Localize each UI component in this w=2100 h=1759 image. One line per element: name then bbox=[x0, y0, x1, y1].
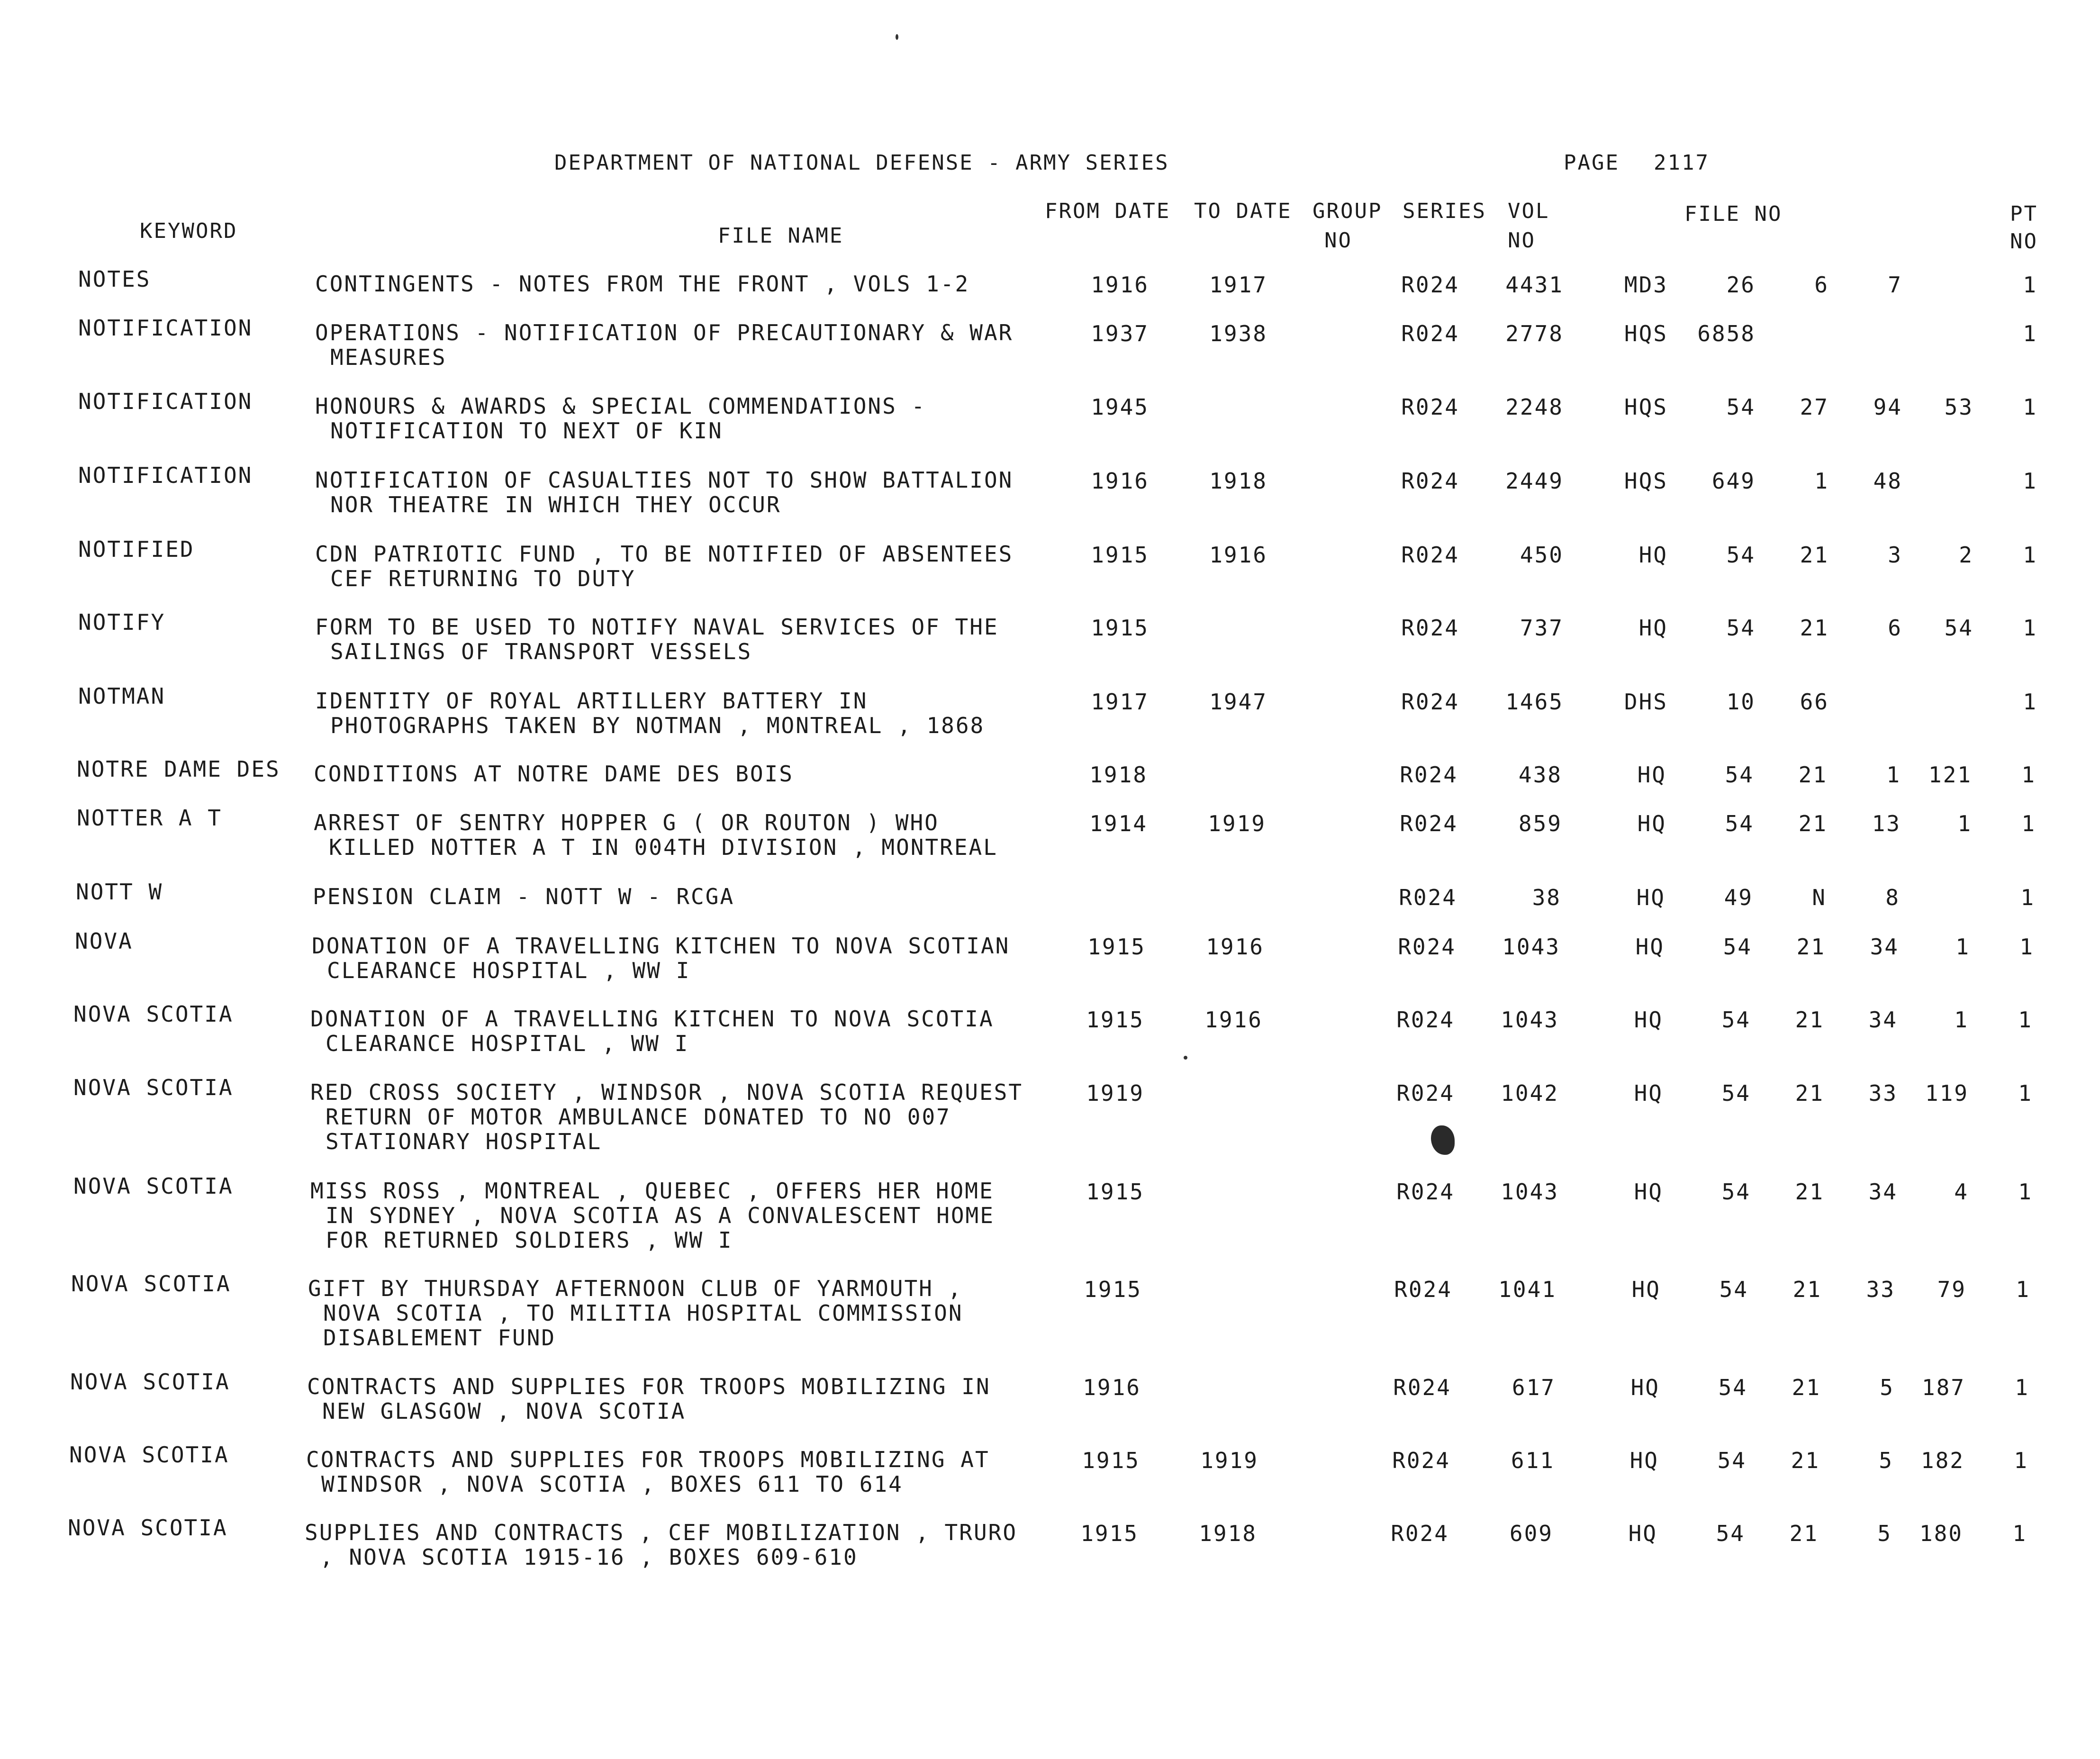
file-name-cell: RED CROSS SOCIETY , WINDSOR , NOVA SCOTIA REQUEST bbox=[310, 1079, 1023, 1105]
file-no-prefix-cell: HQ bbox=[1628, 1521, 1657, 1546]
column-header-group: GROUP bbox=[1312, 199, 1383, 223]
file-no-2-cell: 21 bbox=[1795, 1080, 1824, 1106]
file-no-prefix-cell: HQ bbox=[1629, 1448, 1659, 1473]
from-date-cell: 1915 bbox=[1087, 934, 1146, 960]
keyword-cell: NOVA SCOTIA bbox=[71, 1271, 231, 1297]
pt-no-cell: 1 bbox=[2023, 321, 2037, 346]
file-name-cell: CONTRACTS AND SUPPLIES FOR TROOPS MOBILIZING AT bbox=[306, 1447, 990, 1472]
file-no-1-cell: 49 bbox=[1724, 885, 1753, 910]
from-date-cell: 1915 bbox=[1084, 1277, 1142, 1302]
file-no-2-cell: 27 bbox=[1800, 394, 1829, 420]
from-date-cell: 1916 bbox=[1083, 1375, 1141, 1400]
file-name-continuation: RETURN OF MOTOR AMBULANCE DONATED TO NO 007 bbox=[326, 1104, 951, 1130]
keyword-cell: NOVA SCOTIA bbox=[73, 1075, 234, 1100]
scan-blot bbox=[1431, 1125, 1455, 1155]
pt-no-cell: 1 bbox=[2023, 468, 2037, 494]
file-no-2-cell: 21 bbox=[1798, 811, 1828, 836]
file-no-1-cell: 54 bbox=[1726, 615, 1756, 641]
from-date-cell: 1916 bbox=[1091, 468, 1149, 494]
keyword-cell: NOTT W bbox=[76, 879, 163, 905]
file-no-prefix-cell: DHS bbox=[1624, 689, 1668, 715]
file-name-continuation: PHOTOGRAPHS TAKEN BY NOTMAN , MONTREAL , 1868 bbox=[330, 713, 985, 738]
vol-no-cell: 1043 bbox=[1501, 1179, 1559, 1205]
file-name-cell: CONTINGENTS - NOTES FROM THE FRONT , VOLS 1-2 bbox=[315, 271, 970, 297]
series-cell: R024 bbox=[1392, 1448, 1450, 1473]
file-no-prefix-cell: HQ bbox=[1636, 885, 1666, 910]
file-no-prefix-cell: HQ bbox=[1630, 1375, 1660, 1400]
file-name-cell: HONOURS & AWARDS & SPECIAL COMMENDATIONS - bbox=[315, 393, 926, 419]
from-date-cell: 1937 bbox=[1091, 321, 1149, 346]
file-no-1-cell: 54 bbox=[1718, 1375, 1747, 1400]
file-no-3-cell: 34 bbox=[1870, 934, 1899, 960]
pt-no-cell: 1 bbox=[2018, 1179, 2033, 1205]
file-no-prefix-cell: MD3 bbox=[1624, 272, 1668, 298]
file-name-cell: DONATION OF A TRAVELLING KITCHEN TO NOVA SCOTIAN bbox=[312, 933, 1010, 959]
from-date-cell: 1915 bbox=[1091, 542, 1149, 568]
from-date-cell: 1915 bbox=[1091, 615, 1149, 641]
file-name-cell: GIFT BY THURSDAY AFTERNOON CLUB OF YARMOUTH , bbox=[308, 1276, 963, 1301]
vol-no-cell: 450 bbox=[1520, 542, 1564, 568]
from-date-cell: 1917 bbox=[1091, 689, 1149, 715]
to-date-cell: 1947 bbox=[1209, 689, 1267, 715]
file-no-4-cell: 187 bbox=[1921, 1375, 1965, 1400]
to-date-cell: 1917 bbox=[1209, 272, 1267, 298]
from-date-cell: 1915 bbox=[1080, 1521, 1139, 1546]
file-no-prefix-cell: HQ bbox=[1635, 934, 1665, 960]
column-header-keyword: KEYWORD bbox=[140, 219, 238, 243]
file-name-continuation: WINDSOR , NOVA SCOTIA , BOXES 611 TO 614 bbox=[321, 1471, 903, 1497]
file-name-continuation: IN SYDNEY , NOVA SCOTIA AS A CONVALESCENT HOME bbox=[326, 1203, 995, 1228]
keyword-cell: NOTTER A T bbox=[77, 805, 222, 831]
series-cell: R024 bbox=[1396, 1179, 1455, 1205]
file-name-cell: MISS ROSS , MONTREAL , QUEBEC , OFFERS HER HOME bbox=[310, 1178, 994, 1204]
file-no-2-cell: 21 bbox=[1796, 934, 1826, 960]
series-cell: R024 bbox=[1398, 934, 1456, 960]
pt-no-cell: 1 bbox=[2019, 934, 2034, 960]
file-no-3-cell: 5 bbox=[1880, 1375, 1894, 1400]
file-no-3-cell: 94 bbox=[1873, 394, 1902, 420]
vol-no-cell: 1043 bbox=[1502, 934, 1560, 960]
column-header-file-no: FILE NO bbox=[1684, 202, 1783, 226]
file-name-continuation: STATIONARY HOSPITAL bbox=[326, 1129, 602, 1154]
keyword-cell: NOVA SCOTIA bbox=[73, 1001, 234, 1027]
file-no-1-cell: 54 bbox=[1725, 762, 1754, 788]
vol-no-cell: 859 bbox=[1518, 811, 1562, 836]
file-no-4-cell: 119 bbox=[1925, 1080, 1969, 1106]
file-no-prefix-cell: HQS bbox=[1624, 394, 1668, 420]
from-date-cell: 1915 bbox=[1086, 1179, 1144, 1205]
file-no-1-cell: 54 bbox=[1717, 1448, 1747, 1473]
series-cell: R024 bbox=[1399, 885, 1457, 910]
file-name-cell: FORM TO BE USED TO NOTIFY NAVAL SERVICES OF THE bbox=[315, 614, 999, 640]
file-name-cell: ARREST OF SENTRY HOPPER G ( OR ROUTON ) WHO bbox=[314, 810, 939, 835]
file-no-prefix-cell: HQ bbox=[1638, 542, 1668, 568]
series-cell: R024 bbox=[1396, 1007, 1455, 1033]
keyword-cell: NOTRE DAME DES bbox=[77, 756, 281, 782]
file-no-3-cell: 33 bbox=[1868, 1080, 1898, 1106]
file-no-prefix-cell: HQ bbox=[1634, 1007, 1663, 1033]
file-no-2-cell: 66 bbox=[1800, 689, 1829, 715]
series-cell: R024 bbox=[1391, 1521, 1449, 1546]
file-no-4-cell: 180 bbox=[1919, 1521, 1963, 1546]
vol-no-cell: 609 bbox=[1509, 1521, 1553, 1546]
vol-no-cell: 2778 bbox=[1505, 321, 1564, 346]
column-header-from-date: FROM DATE bbox=[1045, 199, 1171, 223]
file-no-3-cell: 8 bbox=[1885, 885, 1900, 910]
pt-no-cell: 1 bbox=[2012, 1521, 2027, 1546]
keyword-cell: NOVA bbox=[75, 928, 133, 954]
file-no-3-cell: 3 bbox=[1888, 542, 1902, 568]
from-date-cell: 1945 bbox=[1091, 394, 1149, 420]
file-no-prefix-cell: HQ bbox=[1634, 1179, 1663, 1205]
file-no-2-cell: N bbox=[1812, 885, 1827, 910]
pt-no-cell: 1 bbox=[2014, 1448, 2028, 1473]
from-date-cell: 1919 bbox=[1086, 1080, 1144, 1106]
file-no-3-cell: 6 bbox=[1888, 615, 1902, 641]
file-no-prefix-cell: HQ bbox=[1638, 615, 1668, 641]
file-name-continuation: FOR RETURNED SOLDIERS , WW I bbox=[326, 1227, 733, 1253]
file-no-2-cell: 1 bbox=[1814, 468, 1829, 494]
keyword-cell: NOVA SCOTIA bbox=[70, 1369, 230, 1395]
column-header-series: SERIES bbox=[1403, 199, 1486, 223]
file-name-continuation: , NOVA SCOTIA 1915-16 , BOXES 609-610 bbox=[320, 1544, 858, 1570]
file-no-1-cell: 54 bbox=[1721, 1080, 1751, 1106]
series-cell: R024 bbox=[1393, 1375, 1451, 1400]
to-date-cell: 1916 bbox=[1204, 1007, 1263, 1033]
keyword-cell: NOTIFY bbox=[78, 609, 166, 635]
vol-no-cell: 1041 bbox=[1498, 1277, 1557, 1302]
file-name-continuation: CEF RETURNING TO DUTY bbox=[330, 566, 636, 591]
file-name-continuation: NOR THEATRE IN WHICH THEY OCCUR bbox=[330, 492, 781, 517]
file-name-cell: CDN PATRIOTIC FUND , TO BE NOTIFIED OF ABSENTEES bbox=[315, 541, 1014, 567]
file-name-cell: PENSION CLAIM - NOTT W - RCGA bbox=[313, 884, 735, 909]
vol-no-cell: 4431 bbox=[1505, 272, 1564, 298]
from-date-cell: 1916 bbox=[1091, 272, 1149, 298]
file-no-4-cell: 2 bbox=[1959, 542, 1973, 568]
file-no-1-cell: 649 bbox=[1711, 468, 1756, 494]
pt-no-cell: 1 bbox=[2023, 272, 2037, 298]
to-date-cell: 1916 bbox=[1206, 934, 1264, 960]
pt-no-cell: 1 bbox=[2018, 1007, 2033, 1033]
series-cell: R024 bbox=[1401, 272, 1459, 298]
column-header-group-no: NO bbox=[1324, 228, 1352, 253]
pt-no-cell: 1 bbox=[2015, 1375, 2029, 1400]
keyword-cell: NOTIFICATION bbox=[78, 315, 253, 341]
keyword-cell: NOTMAN bbox=[78, 683, 166, 709]
file-no-1-cell: 54 bbox=[1726, 542, 1756, 568]
file-no-prefix-cell: HQ bbox=[1637, 762, 1666, 788]
pt-no-cell: 1 bbox=[2023, 615, 2037, 641]
file-no-3-cell: 34 bbox=[1868, 1179, 1898, 1205]
series-cell: R024 bbox=[1401, 542, 1459, 568]
file-no-prefix-cell: HQ bbox=[1631, 1277, 1661, 1302]
vol-no-cell: 737 bbox=[1520, 615, 1564, 641]
keyword-cell: NOVA SCOTIA bbox=[69, 1442, 229, 1468]
file-no-3-cell: 5 bbox=[1879, 1448, 1893, 1473]
file-name-cell: CONDITIONS AT NOTRE DAME DES BOIS bbox=[314, 761, 794, 787]
page-number: 2117 bbox=[1654, 151, 1710, 175]
vol-no-cell: 1042 bbox=[1501, 1080, 1559, 1106]
vol-no-cell: 2449 bbox=[1505, 468, 1564, 494]
column-header-pt-no: NO bbox=[2010, 229, 2038, 254]
vol-no-cell: 2248 bbox=[1505, 394, 1564, 420]
vol-no-cell: 38 bbox=[1532, 885, 1561, 910]
series-cell: R024 bbox=[1401, 615, 1459, 641]
file-name-continuation: MEASURES bbox=[330, 345, 447, 370]
file-no-1-cell: 54 bbox=[1725, 811, 1754, 836]
pt-no-cell: 1 bbox=[2021, 811, 2036, 836]
file-no-4-cell: 54 bbox=[1944, 615, 1973, 641]
scan-speck bbox=[896, 34, 898, 40]
keyword-cell: NOVA SCOTIA bbox=[73, 1173, 234, 1199]
pt-no-cell: 1 bbox=[2021, 762, 2036, 788]
series-cell: R024 bbox=[1401, 689, 1459, 715]
file-no-4-cell: 1 bbox=[1954, 1007, 1969, 1033]
keyword-cell: NOTES bbox=[78, 266, 151, 292]
file-no-1-cell: 54 bbox=[1726, 394, 1756, 420]
file-name-continuation: CLEARANCE HOSPITAL , WW I bbox=[327, 958, 691, 983]
file-name-cell: OPERATIONS - NOTIFICATION OF PRECAUTIONARY & WAR bbox=[315, 320, 1014, 345]
file-no-2-cell: 21 bbox=[1800, 615, 1829, 641]
file-no-1-cell: 54 bbox=[1716, 1521, 1745, 1546]
file-no-2-cell: 6 bbox=[1814, 272, 1829, 298]
file-no-4-cell: 121 bbox=[1928, 762, 1972, 788]
file-no-3-cell: 48 bbox=[1873, 468, 1902, 494]
to-date-cell: 1919 bbox=[1208, 811, 1266, 836]
file-no-prefix-cell: HQ bbox=[1637, 811, 1666, 836]
file-no-1-cell: 6858 bbox=[1697, 321, 1756, 346]
file-no-2-cell: 21 bbox=[1798, 762, 1828, 788]
file-no-1-cell: 54 bbox=[1721, 1007, 1751, 1033]
file-no-4-cell: 53 bbox=[1944, 394, 1973, 420]
file-name-continuation: CLEARANCE HOSPITAL , WW I bbox=[326, 1031, 689, 1056]
keyword-cell: NOVA SCOTIA bbox=[68, 1515, 228, 1541]
file-name-continuation: KILLED NOTTER A T IN 004TH DIVISION , MONTREAL bbox=[329, 834, 998, 860]
file-no-1-cell: 26 bbox=[1726, 272, 1756, 298]
file-no-2-cell: 21 bbox=[1792, 1375, 1821, 1400]
vol-no-cell: 611 bbox=[1511, 1448, 1555, 1473]
column-header-file-name: FILE NAME bbox=[718, 224, 844, 248]
file-no-3-cell: 1 bbox=[1886, 762, 1901, 788]
to-date-cell: 1919 bbox=[1200, 1448, 1258, 1473]
file-no-2-cell: 21 bbox=[1792, 1277, 1822, 1302]
pt-no-cell: 1 bbox=[2023, 689, 2037, 715]
pt-no-cell: 1 bbox=[2023, 394, 2037, 420]
file-name-cell: CONTRACTS AND SUPPLIES FOR TROOPS MOBILIZING IN bbox=[307, 1374, 991, 1399]
file-name-continuation: SAILINGS OF TRANSPORT VESSELS bbox=[330, 639, 752, 664]
vol-no-cell: 1465 bbox=[1505, 689, 1564, 715]
to-date-cell: 1918 bbox=[1209, 468, 1267, 494]
file-no-1-cell: 54 bbox=[1719, 1277, 1748, 1302]
pt-no-cell: 1 bbox=[2016, 1277, 2030, 1302]
column-header-vol: VOL bbox=[1508, 199, 1550, 223]
vol-no-cell: 1043 bbox=[1501, 1007, 1559, 1033]
from-date-cell: 1918 bbox=[1089, 762, 1148, 788]
to-date-cell: 1938 bbox=[1209, 321, 1267, 346]
series-cell: R024 bbox=[1401, 321, 1459, 346]
to-date-cell: 1916 bbox=[1209, 542, 1267, 568]
file-no-3-cell: 33 bbox=[1866, 1277, 1895, 1302]
file-no-2-cell: 21 bbox=[1795, 1007, 1824, 1033]
series-cell: R024 bbox=[1400, 762, 1458, 788]
file-no-2-cell: 21 bbox=[1800, 542, 1829, 568]
file-name-continuation: NOVA SCOTIA , TO MILITIA HOSPITAL COMMISSION bbox=[323, 1300, 963, 1326]
keyword-cell: NOTIFICATION bbox=[78, 389, 253, 414]
file-no-3-cell: 13 bbox=[1872, 811, 1901, 836]
from-date-cell: 1915 bbox=[1086, 1007, 1144, 1033]
scan-speck bbox=[1184, 1056, 1187, 1060]
series-cell: R024 bbox=[1396, 1080, 1455, 1106]
file-no-prefix-cell: HQ bbox=[1634, 1080, 1663, 1106]
to-date-cell: 1918 bbox=[1199, 1521, 1257, 1546]
column-header-pt: PT bbox=[2010, 202, 2038, 226]
series-cell: R024 bbox=[1401, 468, 1459, 494]
keyword-cell: NOTIFIED bbox=[78, 536, 195, 562]
file-no-3-cell: 7 bbox=[1888, 272, 1902, 298]
series-cell: R024 bbox=[1400, 811, 1458, 836]
file-no-2-cell: 21 bbox=[1795, 1179, 1824, 1205]
file-name-cell: SUPPLIES AND CONTRACTS , CEF MOBILIZATION , TRURO bbox=[305, 1520, 1018, 1545]
keyword-cell: NOTIFICATION bbox=[78, 462, 253, 488]
file-no-1-cell: 54 bbox=[1721, 1179, 1751, 1205]
file-no-prefix-cell: HQS bbox=[1624, 468, 1668, 494]
page-label: PAGE bbox=[1564, 151, 1620, 175]
vol-no-cell: 438 bbox=[1518, 762, 1562, 788]
file-no-2-cell: 21 bbox=[1791, 1448, 1820, 1473]
column-header-to-date: TO DATE bbox=[1194, 199, 1292, 223]
file-no-3-cell: 5 bbox=[1877, 1521, 1892, 1546]
pt-no-cell: 1 bbox=[2018, 1080, 2033, 1106]
file-name-cell: DONATION OF A TRAVELLING KITCHEN TO NOVA SCOTIA bbox=[310, 1006, 994, 1032]
file-name-continuation: DISABLEMENT FUND bbox=[323, 1325, 556, 1351]
vol-no-cell: 617 bbox=[1512, 1375, 1556, 1400]
from-date-cell: 1915 bbox=[1082, 1448, 1140, 1473]
file-name-continuation: NOTIFICATION TO NEXT OF KIN bbox=[330, 418, 723, 444]
file-no-4-cell: 4 bbox=[1954, 1179, 1969, 1205]
from-date-cell: 1914 bbox=[1089, 811, 1148, 836]
pt-no-cell: 1 bbox=[2023, 542, 2037, 568]
file-name-cell: NOTIFICATION OF CASUALTIES NOT TO SHOW BATTALION bbox=[315, 467, 1014, 493]
file-no-prefix-cell: HQS bbox=[1624, 321, 1668, 346]
file-no-3-cell: 34 bbox=[1868, 1007, 1898, 1033]
column-header-vol-no: NO bbox=[1508, 228, 1536, 253]
file-no-4-cell: 79 bbox=[1937, 1277, 1966, 1302]
file-name-continuation: NEW GLASGOW , NOVA SCOTIA bbox=[322, 1398, 686, 1424]
file-no-2-cell: 21 bbox=[1789, 1521, 1819, 1546]
file-name-cell: IDENTITY OF ROYAL ARTILLERY BATTERY IN bbox=[315, 688, 868, 714]
series-cell: R024 bbox=[1394, 1277, 1452, 1302]
series-cell: R024 bbox=[1401, 394, 1459, 420]
document-title: DEPARTMENT OF NATIONAL DEFENSE - ARMY SERIES bbox=[554, 151, 1169, 175]
file-no-1-cell: 54 bbox=[1723, 934, 1752, 960]
file-no-1-cell: 10 bbox=[1726, 689, 1756, 715]
file-no-4-cell: 1 bbox=[1957, 811, 1972, 836]
pt-no-cell: 1 bbox=[2020, 885, 2035, 910]
file-no-4-cell: 1 bbox=[1955, 934, 1970, 960]
file-no-4-cell: 182 bbox=[1920, 1448, 1964, 1473]
